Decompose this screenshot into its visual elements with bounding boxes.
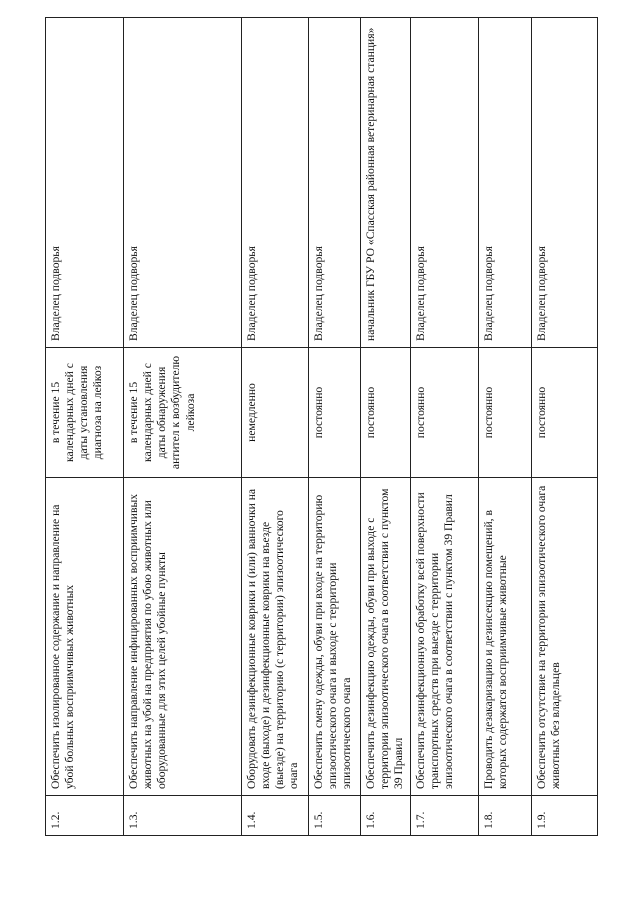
measure-text: Оборудовать дезинфекционные коврики и (или) ванночки на входе (выходе) и дезинфекционные коврики на въезде (выезде) на территорию (с территории) эпизоотического очага	[242, 478, 309, 796]
term-text: немедленно	[242, 348, 309, 478]
term-text: постоянно	[361, 348, 411, 478]
measure-text: Обеспечить смену одежды, обуви при входе на территорию эпизоотического очага и выходе с территории эпизоотического очага	[309, 478, 361, 796]
measure-text: Обеспечить дезинфекцию одежды, обуви при выходе с территории эпизоотического очага в соответствии с пунктом 39 Правил	[361, 478, 411, 796]
row-number: 1.5.	[309, 796, 361, 836]
table-row	[411, 18, 479, 836]
term-text: постоянно	[309, 348, 361, 478]
rotated-table-container	[45, 18, 597, 836]
row-number: 1.8.	[479, 796, 532, 836]
table-row	[479, 18, 532, 836]
table-row	[46, 18, 124, 836]
term-text: в течение 15 календарных дней с даты обнаружения антител к возбудителю лейкоза	[124, 348, 242, 478]
measure-text: Обеспечить дезинфекционную обработку всей поверхности транспортных средств при выезде с территории эпизоотического очага в соответствии с пунктом 39 Правил	[411, 478, 479, 796]
row-number: 1.6.	[361, 796, 411, 836]
table-row	[124, 18, 242, 836]
measure-text: Обеспечить направление инфицированных восприимчивых животных на убой на предприятия по убою животных или оборудованные для этих целей убойные пункты	[124, 478, 242, 796]
row-number: 1.3.	[124, 796, 242, 836]
term-text: постоянно	[411, 348, 479, 478]
measure-text: Обеспечить изолированное содержание и направление на убой больных восприимчивых животных	[46, 478, 124, 796]
term-text: постоянно	[532, 348, 598, 478]
responsible-text: начальник ГБУ РО «Спасская районная ветеринарная станция»	[361, 18, 411, 348]
responsible-text: Владелец подворья	[532, 18, 598, 348]
table-row	[361, 18, 411, 836]
row-number: 1.2.	[46, 796, 124, 836]
responsible-text: Владелец подворья	[242, 18, 309, 348]
term-text: постоянно	[479, 348, 532, 478]
table-row	[309, 18, 361, 836]
table-row	[242, 18, 309, 836]
measure-text: Обеспечить отсутствие на территории эпизоотического очага животных без владельцев	[532, 478, 598, 796]
responsible-text: Владелец подворья	[309, 18, 361, 348]
row-number: 1.7.	[411, 796, 479, 836]
measure-text: Проводить дезакаризацию и дезинсекцию помещений, в которых содержатся восприимчивые животные	[479, 478, 532, 796]
responsible-text: Владелец подворья	[46, 18, 124, 348]
term-text: в течение 15 календарных дней с даты установления диагноза на лейкоз	[46, 348, 124, 478]
measures-table	[45, 17, 598, 836]
responsible-text: Владелец подворья	[124, 18, 242, 348]
row-number: 1.9.	[532, 796, 598, 836]
row-number: 1.4.	[242, 796, 309, 836]
responsible-text: Владелец подворья	[479, 18, 532, 348]
responsible-text: Владелец подворья	[411, 18, 479, 348]
table-row	[532, 18, 598, 836]
